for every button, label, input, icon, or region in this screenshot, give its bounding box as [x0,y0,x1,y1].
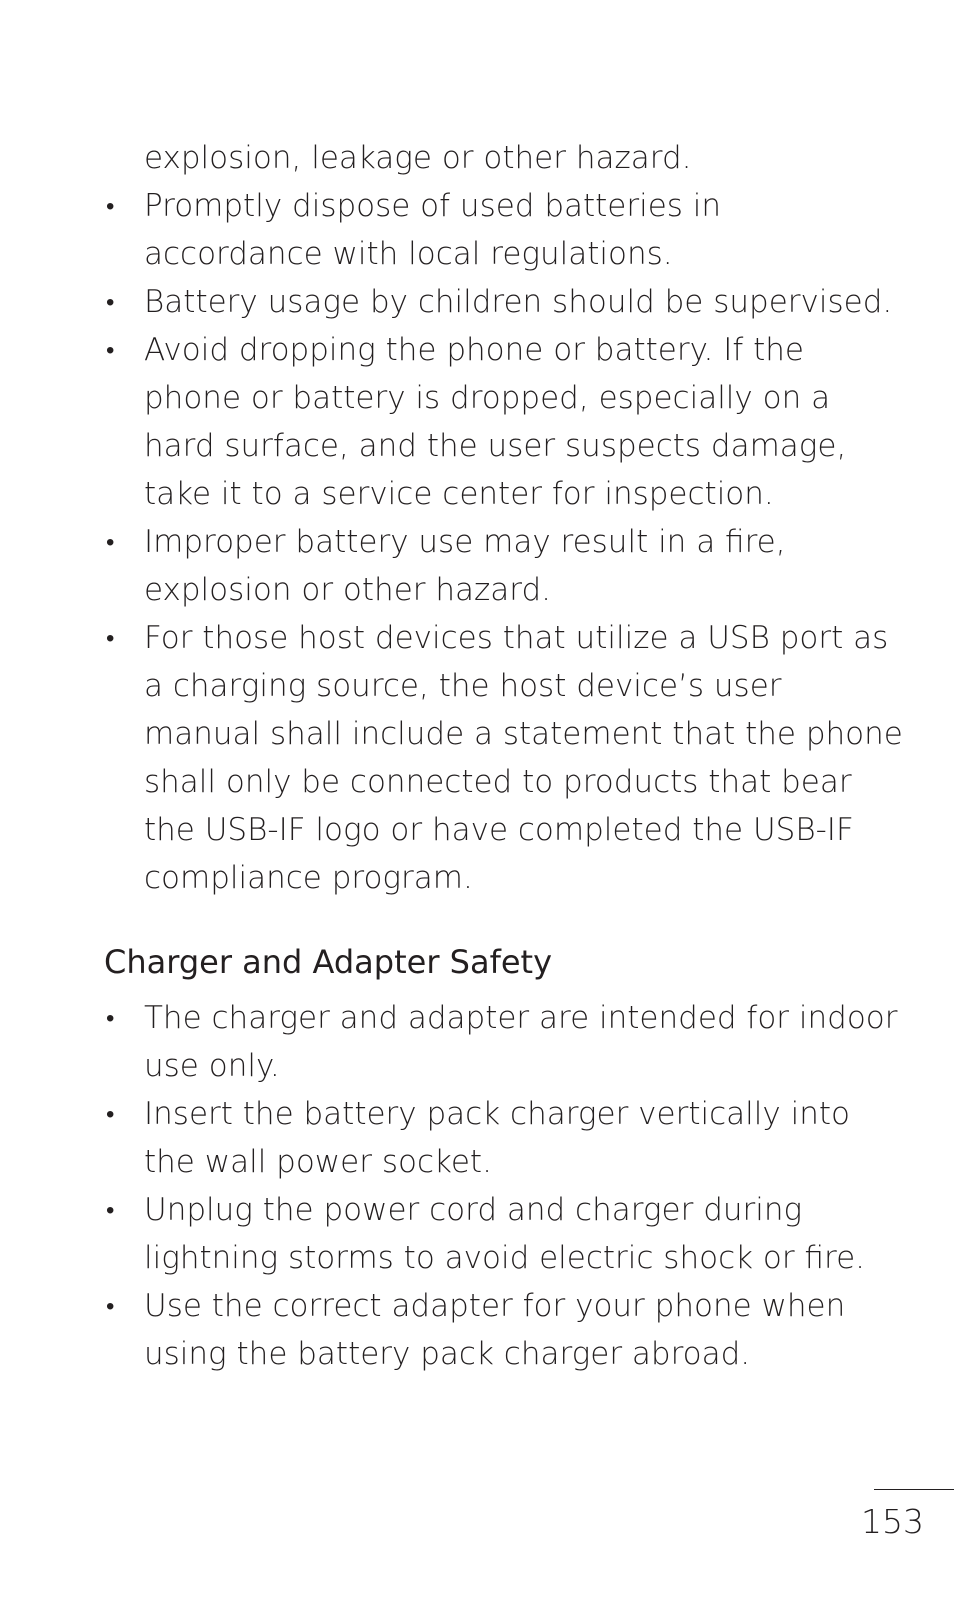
list-item [104,1090,904,1186]
list-item [104,326,904,518]
list-item-text: Improper battery use may result in a fire, explosion or other hazard. [144,524,786,608]
list-item-text: The charger and adapter are intended for indoor use only. [144,1000,898,1084]
list-item [104,614,904,902]
list-item-text: Avoid dropping the phone or battery. If the phone or battery is dropped, especially on a hard surface, and the user suspects damage, take it to a service center for inspection. [144,332,847,512]
battery-safety-list [104,182,904,902]
footer-divider [874,1489,954,1490]
bullet-icon: • [106,336,115,364]
list-item [104,518,904,614]
list-item-text: Use the correct adapter for your phone when using the battery pack charger abroad. [144,1288,846,1372]
list-item-text: For those host devices that utilize a USB port as a charging source, the host device’s user manual shall include a statement that the phone shall only be connected to products that bear the USB-IF logo or have completed the USB-IF compliance program. [144,620,903,896]
bullet-icon: • [106,1100,115,1128]
charger-safety-list [104,994,904,1378]
page-content [104,134,904,1378]
section-heading: Charger and Adapter Safety [104,943,553,981]
list-item [104,278,904,326]
bullet-icon: • [106,1004,115,1032]
list-item [104,1282,904,1378]
bullet-icon: • [106,528,115,556]
bullet-icon: • [106,624,115,652]
list-item-text: Battery usage by children should be supervised. [144,284,893,320]
list-item [104,1186,904,1282]
bullet-icon: • [106,1292,115,1320]
page-number: 153 [861,1502,924,1541]
list-item [104,182,904,278]
bullet-icon: • [106,288,115,316]
bullet-icon: • [106,192,115,220]
list-item-text: Unplug the power cord and charger during lightning storms to avoid electric shock or fire. [144,1192,866,1276]
list-item-text: Insert the battery pack charger vertically into the wall power socket. [144,1096,850,1180]
continued-text: explosion, leakage or other hazard. [144,140,692,176]
bullet-icon: • [106,1196,115,1224]
list-item-text: Promptly dispose of used batteries in accordance with local regulations. [144,188,722,272]
list-item [104,994,904,1090]
